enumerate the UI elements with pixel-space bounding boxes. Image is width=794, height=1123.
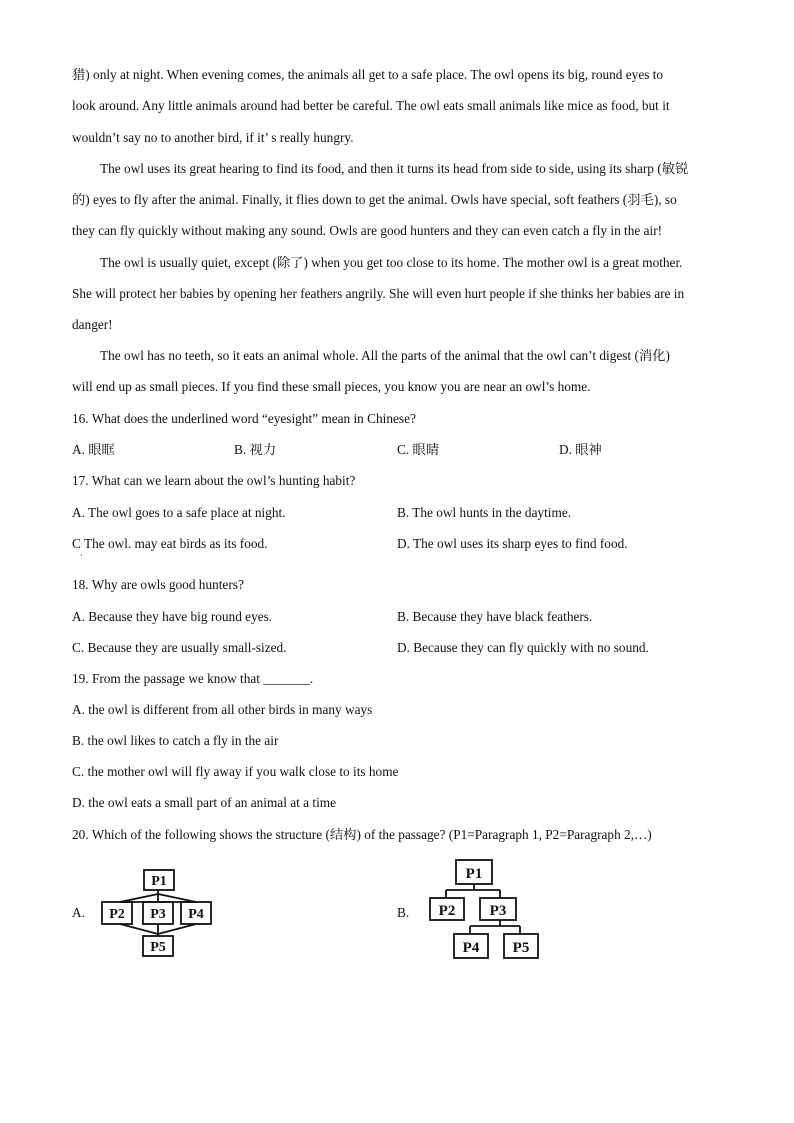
q16-option-a[interactable]: A. 眼眶 [72, 442, 115, 457]
passage-line: they can fly quickly without making any sound. Owls are good hunters and they can even catch a fly in the air! [72, 223, 663, 238]
passage-line: The owl has no teeth, so it eats an animal whole. All the parts of the animal that the owl can’t digest (消化) [100, 348, 670, 363]
stray-dot: · [80, 550, 83, 560]
diagram-a-p1: P1 [151, 874, 167, 889]
question-19-stem: 19. From the passage we know that _______. [72, 671, 314, 686]
structure-diagram-a [98, 864, 218, 960]
passage-line: danger! [72, 317, 113, 332]
q17-option-d[interactable]: D. The owl uses its sharp eyes to find food. [397, 536, 628, 551]
passage-line: The owl uses its great hearing to find its food, and then it turns its head from side to side, using its sharp (敏锐 [100, 161, 689, 176]
q18-option-a[interactable]: A. Because they have big round eyes. [72, 609, 273, 624]
passage-line: look around. Any little animals around had better be careful. The owl eats small animals like mice as food, but it [72, 98, 670, 113]
passage-line: 的) eyes to fly after the animal. Finally, it flies down to get the animal. Owls have special, soft feathers (羽毛), so [72, 192, 677, 207]
q20-option-a[interactable]: A. [72, 905, 85, 920]
question-20-stem: 20. Which of the following shows the structure (结构) of the passage? (P1=Paragraph 1, P2=Paragraph 2,…) [72, 827, 652, 842]
q16-option-b[interactable]: B. 视力 [234, 442, 277, 457]
q16-option-d[interactable]: D. 眼神 [559, 442, 602, 457]
diagram-b-p5: P5 [512, 940, 530, 956]
diagram-a-p5: P5 [150, 940, 166, 955]
q17-option-a[interactable]: A. The owl goes to a safe place at night. [72, 505, 286, 520]
passage-line: The owl is usually quiet, except (除了) when you get too close to its home. The mother owl is a great mother. [100, 255, 683, 270]
question-17-stem: 17. What can we learn about the owl’s hunting habit? [72, 473, 356, 488]
q18-option-b[interactable]: B. Because they have black feathers. [397, 609, 593, 624]
passage-line: She will protect her babies by opening her feathers angrily. She will even hurt people if she thinks her babies are in [72, 286, 685, 301]
q19-option-d[interactable]: D. the owl eats a small part of an animal at a time [72, 795, 337, 810]
passage-line: will end up as small pieces. If you find these small pieces, you know you are near an owl’s home. [72, 379, 591, 394]
diagram-b-p2: P2 [438, 903, 456, 919]
structure-diagram-b [424, 854, 544, 966]
q19-option-c[interactable]: C. the mother owl will fly away if you walk close to its home [72, 764, 399, 779]
q17-option-c[interactable]: C The owl. may eat birds as its food. [72, 536, 268, 551]
q18-option-d[interactable]: D. Because they can fly quickly with no sound. [397, 640, 649, 655]
diagram-b-p4: P4 [462, 940, 480, 956]
q16-option-c[interactable]: C. 眼睛 [397, 442, 440, 457]
q19-option-a[interactable]: A. the owl is different from all other birds in many ways [72, 702, 373, 717]
question-16-stem: 16. What does the underlined word “eyesight” mean in Chinese? [72, 411, 416, 426]
passage-line: wouldn’t say no to another bird, if it’ s really hungry. [72, 130, 354, 145]
question-18-stem: 18. Why are owls good hunters? [72, 577, 244, 592]
q19-option-b[interactable]: B. the owl likes to catch a fly in the air [72, 733, 279, 748]
diagram-a-p3: P3 [150, 907, 166, 922]
diagram-a-p4: P4 [188, 907, 204, 922]
diagram-b-p3: P3 [489, 903, 507, 919]
diagram-b-p1: P1 [465, 866, 483, 882]
q20-option-b[interactable]: B. [397, 905, 410, 920]
q17-option-b[interactable]: B. The owl hunts in the daytime. [397, 505, 572, 520]
diagram-a-p2: P2 [109, 907, 125, 922]
passage-line: 猎) only at night. When evening comes, the animals all get to a safe place. The owl opens its big, round eyes to [72, 67, 664, 82]
q18-option-c[interactable]: C. Because they are usually small-sized. [72, 640, 287, 655]
